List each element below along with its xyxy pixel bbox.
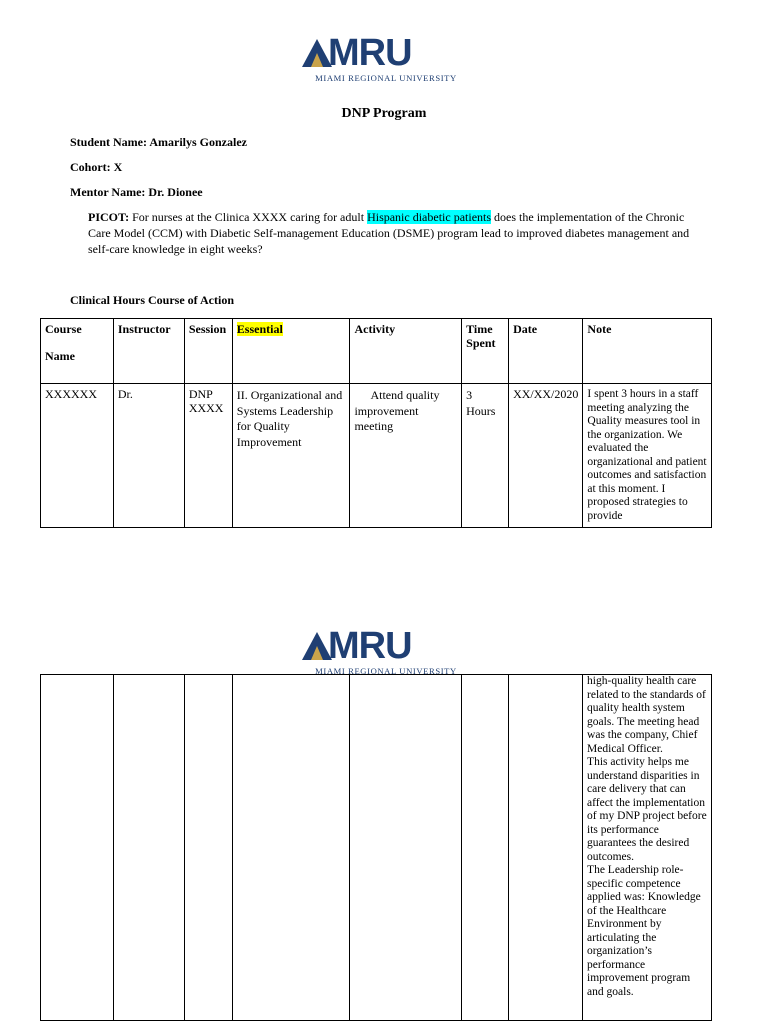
header-date: Date	[509, 319, 583, 384]
page-title: DNP Program	[341, 106, 427, 121]
table-row-continued	[41, 675, 712, 1021]
cell-note-continued	[583, 675, 712, 1021]
clinical-hours-table-continued	[40, 674, 712, 1021]
picot-highlight: Hispanic diabetic patients	[367, 210, 492, 224]
header-time-spent: Time Spent	[462, 319, 509, 384]
cell-activity-empty	[350, 675, 462, 1021]
cell-activity: Attend quality improvement meeting	[350, 384, 462, 528]
cell-instructor-empty	[113, 675, 184, 1021]
clinical-hours-table	[40, 318, 712, 528]
note-paragraph-1: high-quality health care related to the standards of quality health system goals. The meeting head was the company, Chief Medical Officer.	[587, 675, 706, 755]
picot-label: PICOT:	[88, 210, 130, 224]
cell-time-empty	[462, 675, 509, 1021]
cell-date: XX/XX/2020	[509, 384, 583, 528]
cell-course-empty	[41, 675, 114, 1021]
note-paragraph-2: This activity helps me understand disparities in care delivery that can affect the implementation of my DNP project before its performance guarantees the desired outcomes.	[587, 756, 707, 863]
section-title: Clinical Hours Course of Action	[70, 293, 234, 307]
mentor-name: Mentor Name: Dr. Dionee	[70, 185, 203, 199]
header-session: Session	[184, 319, 232, 384]
cell-note: I spent 3 hours in a staff meeting analyzing the Quality measures tool in the organization. We evaluated the organizational and patient outcomes and satisfaction at this moment. I proposed strategies to provide	[583, 384, 712, 528]
header-essential-label: Essential	[236, 322, 283, 336]
cell-time-spent: 3 Hours	[462, 384, 509, 528]
cell-date-empty	[509, 675, 583, 1021]
cell-essential: II. Organizational and Systems Leadership for Quality Improvement	[232, 384, 350, 528]
student-name: Student Name: Amarilys Gonzalez	[70, 135, 247, 149]
picot-statement	[88, 209, 708, 257]
cell-course: XXXXXX	[41, 384, 114, 528]
header-activity: Activity	[350, 319, 462, 384]
header-essential	[232, 319, 350, 384]
cell-instructor: Dr.	[113, 384, 184, 528]
university-logo-page-2	[300, 626, 468, 676]
logo-wordmark: MRU	[328, 625, 412, 667]
table-row	[41, 384, 712, 528]
cell-session: DNP XXXX	[184, 384, 232, 528]
cell-essential-empty	[232, 675, 350, 1021]
picot-text-pre: For nurses at the Clinica XXXX caring for adult	[129, 210, 368, 224]
header-name-label: Name	[45, 349, 75, 363]
header-note: Note	[583, 319, 712, 384]
logo-wordmark: MRU	[328, 32, 412, 74]
header-course-name	[41, 319, 114, 384]
header-course-label: Course	[45, 322, 82, 336]
cell-session-empty	[184, 675, 232, 1021]
table-header-row	[41, 319, 712, 384]
logo-subtitle: MIAMI REGIONAL UNIVERSITY	[315, 666, 457, 676]
logo-subtitle: MIAMI REGIONAL UNIVERSITY	[315, 73, 457, 83]
picot-text-post: does the implementation of the Chronic Care Model (CCM) with Diabetic Self-management Education (DSME) program lead to improved diabetes management and self-care knowledge in eight weeks?	[88, 210, 690, 256]
university-logo	[300, 33, 468, 83]
cohort: Cohort: X	[70, 160, 123, 174]
header-instructor: Instructor	[113, 319, 184, 384]
note-paragraph-3: The Leadership role-specific competence applied was: Knowledge of the Healthcare Environment by articulating the organization’s performance improvement program and goals.	[587, 864, 701, 998]
